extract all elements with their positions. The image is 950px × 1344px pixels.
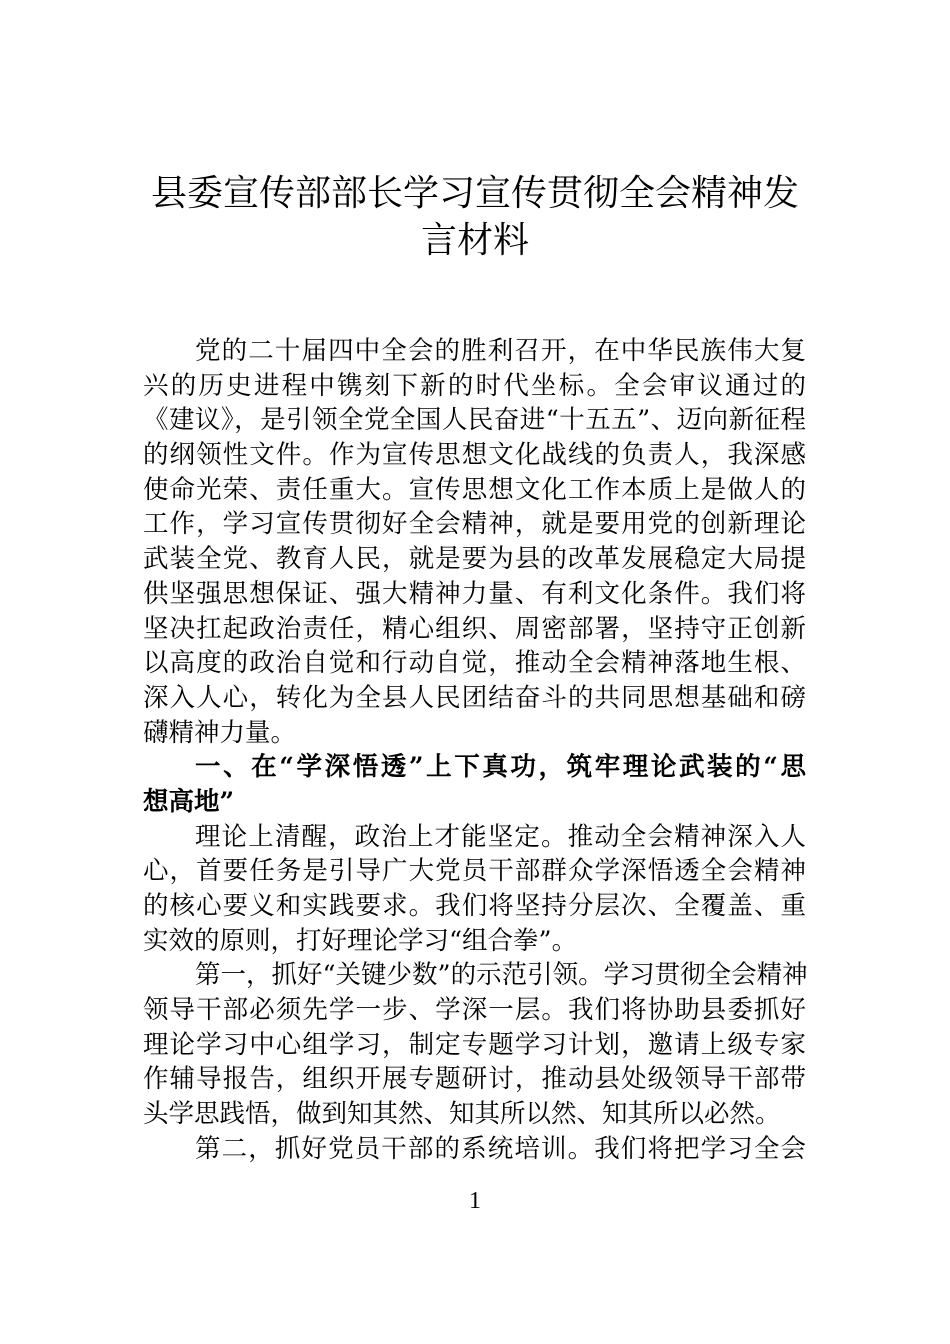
- document-title-line-1: 县委宣传部部长学习宣传贯彻全会精神发: [150, 173, 799, 214]
- text-line: 礴精神力量。: [143, 717, 297, 748]
- text-line: 党的二十届四中全会的胜利召开，在中华民族伟大复: [195, 336, 806, 366]
- text-line: 理论上清醒，政治上才能坚定。推动全会精神深入人: [195, 821, 806, 852]
- paragraph: [143, 334, 806, 750]
- text-line: 想高地”: [143, 786, 235, 817]
- text-line: 心，首要任务是引导广大党员干部群众学深悟透全会精神: [143, 856, 806, 887]
- text-line: 坚决扛起政治责任，精心组织、周密部署，坚持守正创新: [143, 613, 806, 644]
- document-title-line-2: 言材料: [420, 220, 529, 261]
- paragraph: [143, 820, 806, 959]
- text-line: 作辅导报告，组织开展专题研讨，推动县处级领导干部带: [143, 1064, 806, 1095]
- document-body: [143, 334, 806, 1167]
- text-line: 的纲领性文件。作为宣传思想文化战线的负责人，我深感: [143, 440, 806, 471]
- text-line: 头学思践悟，做到知其然、知其所以然、知其所以必然。: [143, 1099, 781, 1130]
- text-line: 使命光荣、责任重大。宣传思想文化工作本质上是做人的: [143, 474, 806, 505]
- paragraph: [143, 1132, 806, 1167]
- text-line: 工作，学习宣传贯彻好全会精神，就是要用党的创新理论: [143, 509, 806, 540]
- text-line: 一、在“学深悟透”上下真功，筑牢理论武装的“思: [195, 752, 806, 783]
- text-line: 的核心要义和实践要求。我们将坚持分层次、全覆盖、重: [143, 891, 806, 921]
- text-line: 深入人心，转化为全县人民团结奋斗的共同思想基础和磅: [143, 682, 806, 713]
- text-line: 兴的历史进程中镌刻下新的时代坐标。全会审议通过的: [143, 370, 806, 401]
- text-line: 《建议》，是引领全党全国人民奋进“十五五”、迈向新征程: [143, 405, 806, 436]
- text-line: 理论学习中心组学习，制定专题学习计划，邀请上级专家: [143, 1029, 806, 1060]
- text-line: 领导干部必须先学一步、学深一层。我们将协助县委抓好: [143, 995, 806, 1026]
- paragraph: [143, 958, 806, 1131]
- text-line: 以高度的政治自觉和行动自觉，推动全会精神落地生根、: [143, 648, 806, 679]
- text-line: 实效的原则，打好理论学习“组合拳”。: [143, 925, 578, 956]
- text-line: 第二，抓好党员干部的系统培训。我们将把学习全会: [195, 1133, 806, 1164]
- text-line: 第一，抓好“关键少数”的示范引领。学习贯彻全会精神: [195, 960, 808, 991]
- text-line: 供坚强思想保证、强大精神力量、有利文化条件。我们将: [143, 578, 806, 609]
- text-line: 武装全党、教育人民，就是要为县的改革发展稳定大局提: [143, 544, 806, 575]
- page-number: 1: [469, 1188, 481, 1214]
- section-heading: [143, 750, 806, 819]
